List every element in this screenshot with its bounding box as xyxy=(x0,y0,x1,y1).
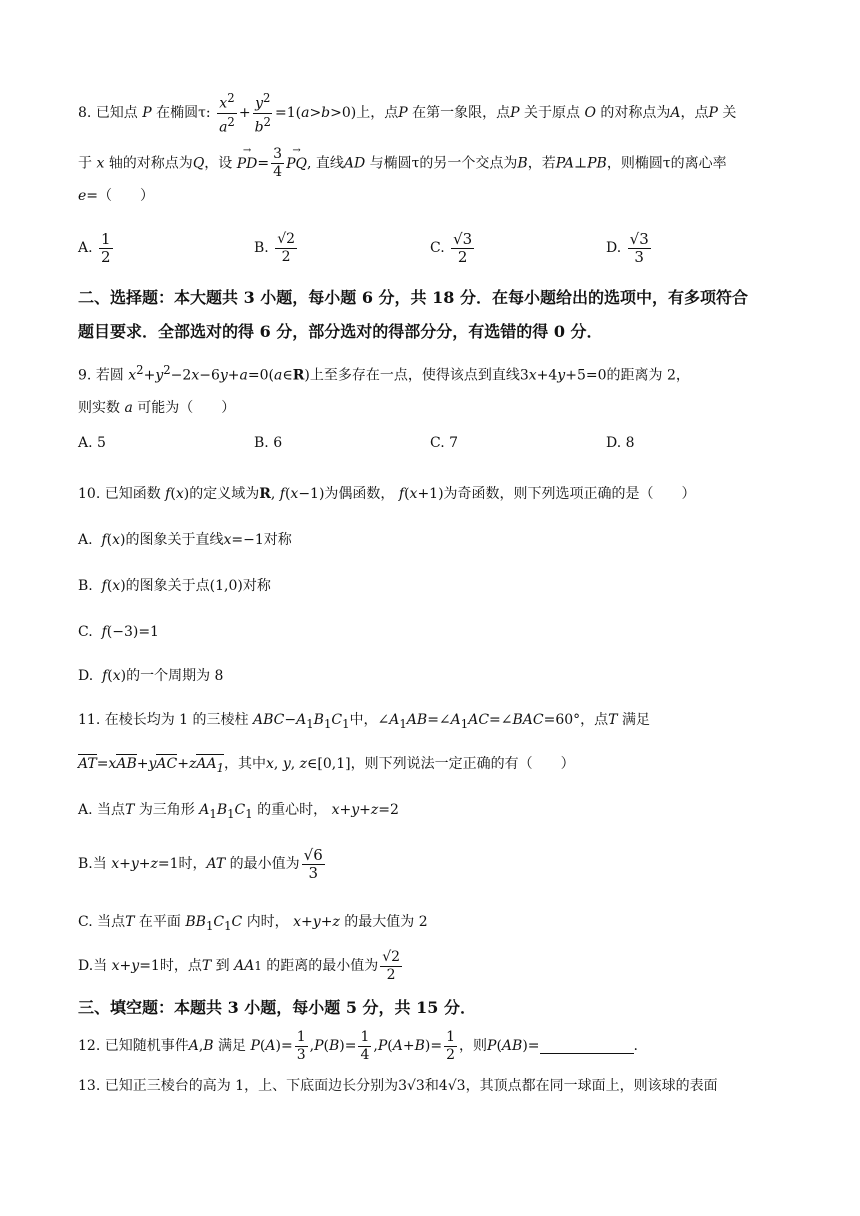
q8-line1: 8. 已知点 P 在椭圆τ: $\frac{x^2}{a^2}$ + $\frac{y^2}{b^2}$ =1(a>b>0)上，点P 在第一象限，点P 关于原点 O 的对称点为A，点P 关 xyxy=(78,91,737,136)
q8-line3: e=（ ） xyxy=(78,188,155,204)
q9-options xyxy=(78,432,858,454)
q10-option-d[interactable]: D. f(x)的一个周期为 8 xyxy=(78,668,224,684)
q11-line2: AT=xAB+yAC+zAA$_1$，其中x, y, z∈[0,1]，则下列说法一定正确的有（ ） xyxy=(78,756,575,775)
q8-line2: 于 x 轴的对称点为Q，设 → PD= $\frac{3}{4}$ → PQ, 直线AD 与椭圆τ的另一个交点为B，若PA⊥PB，则椭圆τ的离心率 xyxy=(78,146,727,181)
section-2-header-line2: 题目要求．全部选对的得 6 分，部分选对的得部分分，有选错的得 0 分． xyxy=(78,322,603,341)
q11-option-d[interactable]: D. 当 x + y =1 时，点 T 到 AA 1 的距离的最小值为 $\frac{√2}{2}$ xyxy=(78,948,401,983)
q9-option-a[interactable]: A. 5 xyxy=(78,435,106,451)
q10-option-b[interactable]: B. f(x)的图象关于点(1,0)对称 xyxy=(78,578,271,594)
q13-line: 13. 已知正三棱台的高为 1，上、下底面边长分别为3√3和4√3，其顶点都在同一球面上，则该球的表面 xyxy=(78,1078,718,1094)
q8-option-c[interactable]: C. $\frac{√3}{2}$ xyxy=(430,229,473,266)
q12-answer-blank[interactable] xyxy=(540,1039,634,1054)
section-2-header-line1: 二、选择题：本大题共 3 小题，每小题 6 分，共 18 分．在每小题给出的选项中，有多项符合 xyxy=(78,288,748,307)
q10-line1: 10. 已知函数 f(x)的定义域为R, f(x−1)为偶函数， f(x+1)为奇函数，则下列选项正确的是（ ） xyxy=(78,486,696,502)
q9-option-d[interactable]: D. 8 xyxy=(606,435,635,451)
q11-option-c[interactable]: C. 当点T 在平面 $BB_1C_1C$ 内时， x+y+z 的最大值为 2 xyxy=(78,914,428,933)
q12-line: 12. 已知随机事件 A , B 满足 P ( A )= $\frac{1}{3}$ , P ( B )= $\frac{1}{4}$ , P ( A + B )= $\frac{1}{2}$ ，则 P ( AB )= . xyxy=(78,1028,638,1063)
q11-line1: 11. 在棱长均为 1 的三棱柱 $ABC-A_1B_1C_1$中，$\angle A_1AB=\angle A_1AC=\angle BAC=60^\circ$，点T 满足 xyxy=(78,712,650,731)
section-3-header: 三、填空题：本题共 3 小题，每小题 5 分，共 15 分． xyxy=(78,998,476,1017)
q10-option-a[interactable]: A. f(x)的图象关于直线x=−1对称 xyxy=(78,532,292,548)
q11-option-a[interactable]: A. 当点T 为三角形 $A_1B_1C_1$ 的重心时， x+y+z=2 xyxy=(78,802,399,821)
q9-line1: 9. 若圆 $x^2+y^2-2x-6y+a=0(a\in R)$上至多存在一点，使得该点到直线3x+4y+5=0的距离为 2， xyxy=(78,363,690,384)
q10-option-c[interactable]: C. f(−3)=1 xyxy=(78,624,159,640)
q8-option-b[interactable]: B. $\frac{√2}{2}$ xyxy=(254,230,296,265)
q11-option-b[interactable]: B. 当 x + y + z =1 时， AT 的最小值为 $\frac{√6}{3}$ xyxy=(78,845,323,882)
q8-option-a[interactable]: A. $\frac{1}{2}$ xyxy=(78,229,111,266)
q8-options xyxy=(78,226,858,270)
q9-line2: 则实数 a 可能为（ ） xyxy=(78,400,236,416)
q8-option-d[interactable]: D. $\frac{√3}{3}$ xyxy=(606,229,649,266)
q9-option-c[interactable]: C. 7 xyxy=(430,435,459,451)
q9-option-b[interactable]: B. 6 xyxy=(254,435,283,451)
